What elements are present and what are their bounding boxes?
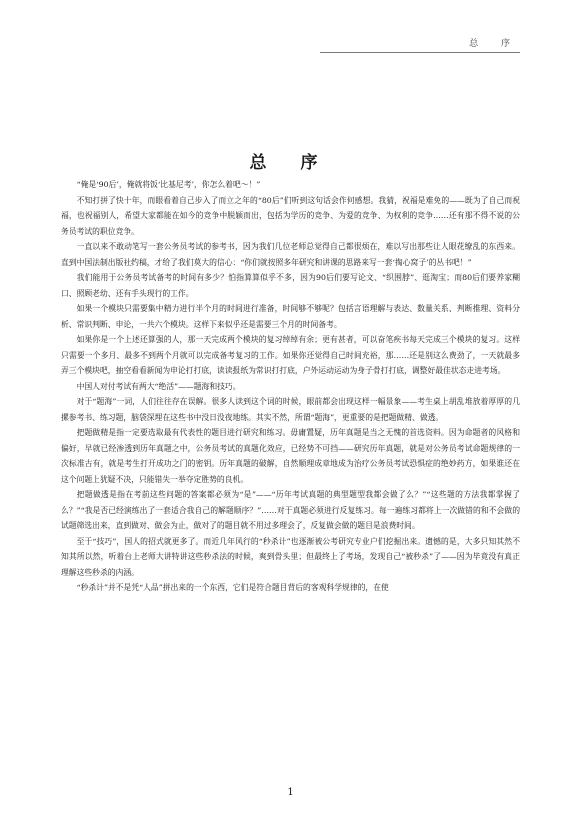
paragraph: 如果一个模块只需要集中精力进行半个月的时间进行准备，时间够不够呢？包括言语理解与表达、数量关系、判断推理、资料分析、常识判断、申论，一共六个模块。这样下来似乎还是需要三个月的时间备考。 <box>61 304 520 329</box>
header-rule <box>320 52 520 53</box>
paragraph: 至于“技巧”，国人的招式就更多了。而近几年风行的“秒杀计”也逐渐被公考研究专业户们挖掘出来。遗憾的是，大多只知其然不知其所以然，听着台上老师大讲特讲这些秒杀法的时候，爽到骨头里；但最终上了考场，发现自己“被秒杀”了——因为毕竟没有真正理解这些秒杀的内涵。 <box>61 536 520 577</box>
body-text <box>61 177 520 596</box>
paragraph: “俺是‘90后’，俺就将饭‘比基尼考’，你怎么着吧～！” <box>76 180 261 189</box>
paragraph: 如果你是一个上述还算强的人，那一天完成两个模块的复习绰绰有余；更有甚者，可以奋笔疾书每天完成三个模块的复习。这样只需要一个多月、最多不到两个月就可以完成备考复习的工作。如果你还觉得自己时间充裕，那……还是别这么费劲了，一天就最多弄三个模块吧，抽空看看新闻为申论打打底，读读报纸为常识打打底，户外运动运动为身子骨打打底，调整好最佳状态走进考场。 <box>61 335 520 375</box>
paragraph: 一直以来不敢动笔写一套公务员考试的参考书，因为我们几位老师总觉得自己都很烦在，难以写出那些让人眼花缭乱的东西来。直到中国法制出版社约稿，才给了我们莫大的信心：“你们就按照多年研究和讲课的思路来写一套‘掏心窝子’的丛书吧！” <box>61 242 520 267</box>
paragraph: 把题做透是指在考前这些问题的答案都必须为“是”——“历年考试真题的典型题型我都会做了么？”“这些题的方法我都掌握了么？”“我是否已经演练出了一套适合我自己的解题顺序？”……对于真题必须进行反复练习。每一遍练习都将上一次做错的和不会做的试题筛选出来，直到做对、做会为止，做对了的题目就不用过多理会了，反复做会做的题目是浪费时间。 <box>61 490 520 530</box>
paragraph: 中国人对付考试有两大“绝活”——题海和技巧。 <box>76 381 241 391</box>
paragraph: 把题做精是指一定要选取最有代表性的题目进行研究和练习。毋庸置疑，历年真题是当之无愧的首选资料。因为命题者的风格和偏好，早就已经渗透到历年真题之中，公务员考试的真题化效应，已经势不可挡——研究历年真题，就是对公务员考试命题规律的一次标准古有，就是考生打开成功之门的密钥。历年真题的破解，自然顺理成章地成为治疗公务员考试恐惧症的绝妙药方，如果谁还在这个问题上犹疑不决，只能错失一举夺定胜势的良机。 <box>61 428 520 484</box>
paragraph: 对于“题海”一词，人们往往存在误解。很多人读到这个词的时候，眼前都会出现这样一幅景象——考生桌上胡乱堆放着厚厚的几摞参考书、练习题，脑袋深埋在这些书中没日没夜地练。其实不然，所谓“题海”，更重要的是把题做精、做透。 <box>61 397 520 422</box>
paragraph: “秒杀计”并不是凭“人品”拼出来的一个东西，它们是符合题目背后的客观科学规律的，在使 <box>76 583 389 592</box>
page-title: 总 序 <box>249 153 332 173</box>
paragraph: 我们能用于公务员考试备考的时间有多少？怕指算算似乎不多，因为90后们要写论文、“织围脖”、逛淘宝；而80后们要养家糊口、照顾老幼、还有手头现行的工作。 <box>61 273 520 298</box>
running-head: 总 序 <box>469 39 520 49</box>
paragraph: 不知打拼了快十年，而眼看着自己步入了而立之年的“80后”们听到这句话会作何感想。我猜，祝福是难免的——既为了自己而祝福，也祝福别人，希望大家都能在如今的竞争中脱颖而出，包括为学历的竞争、为爱的竞争、为权利的竞争……还有那不得不说的公务员考试的职位竞争。 <box>61 195 520 236</box>
page-number: 1 <box>287 787 294 798</box>
